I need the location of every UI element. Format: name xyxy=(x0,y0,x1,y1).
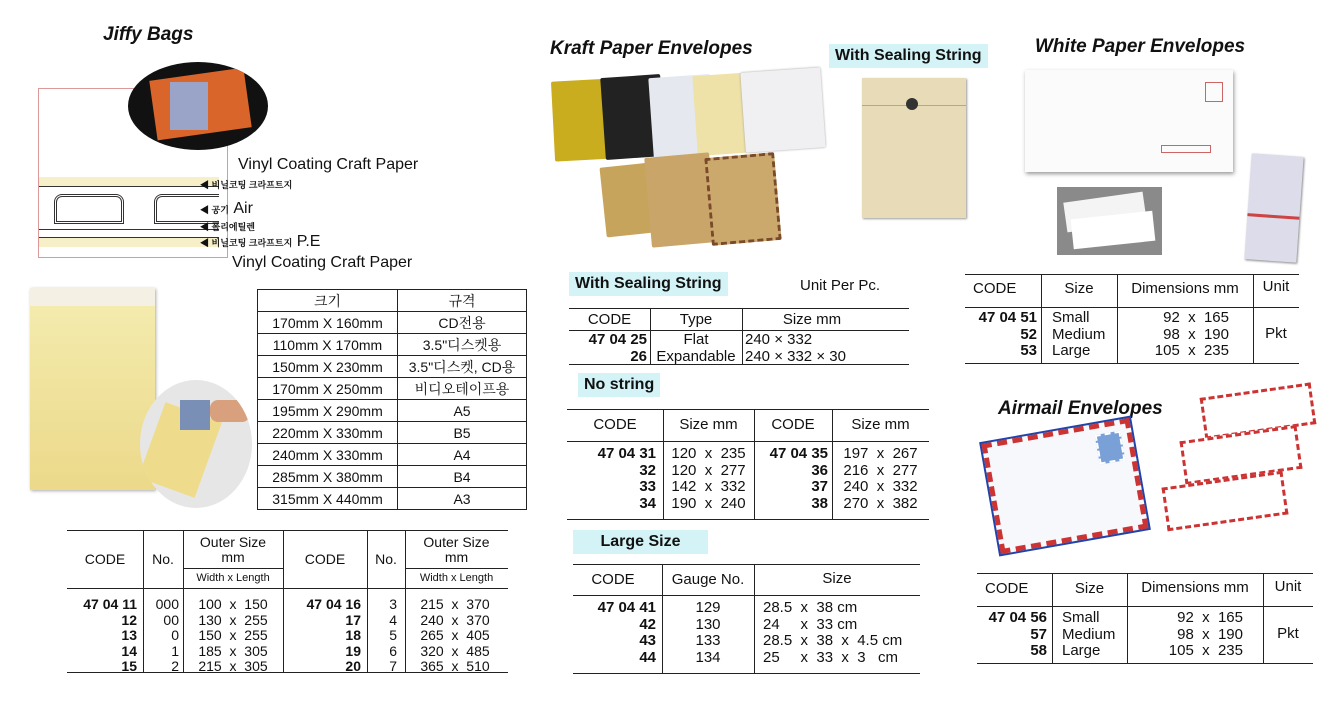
airmail-sizes xyxy=(1062,610,1127,660)
large-heading: Large Size xyxy=(573,530,708,554)
cell: 47 04 51 xyxy=(978,309,1037,326)
cell: 129 xyxy=(695,599,721,616)
cell: 1 xyxy=(171,642,179,659)
cell: Small xyxy=(1062,609,1100,626)
white-title: White Paper Envelopes xyxy=(1035,36,1246,57)
cell: 47 04 35 xyxy=(769,445,828,462)
white-table xyxy=(965,274,1299,364)
diagram-kr-layer1: ◀ 비닐코팅 크라프트지 xyxy=(200,180,293,190)
kr-table-row xyxy=(258,400,527,422)
cell: 42 xyxy=(639,615,656,633)
sealing-string-image-label: With Sealing String xyxy=(829,44,988,68)
cell: Flat xyxy=(683,331,709,348)
kr-size-cell: 150mm X 230mm xyxy=(258,356,398,378)
nostring-codes xyxy=(567,446,656,512)
cell: 215 x 370 xyxy=(420,596,490,612)
airmail-dims xyxy=(1127,610,1243,660)
kr-spec-cell: 비디오테이프용 xyxy=(398,378,527,400)
cell: 265 x 405 xyxy=(420,627,490,643)
cell: 34 xyxy=(639,494,656,512)
cell: 185 x 305 xyxy=(198,642,268,659)
sealing-header-size: Size mm xyxy=(782,311,842,328)
cell: Expandable xyxy=(656,348,736,365)
cell: 120 x 277 xyxy=(671,461,746,479)
cell: 2 xyxy=(171,658,179,674)
sealing-heading: With Sealing String xyxy=(569,272,728,296)
cell: 58 xyxy=(1030,642,1047,659)
kr-spec-cell: A5 xyxy=(398,400,527,422)
cell: Large xyxy=(1062,642,1101,659)
cell: 92 x 165 xyxy=(1177,609,1243,626)
kr-size-cell: 315mm X 440mm xyxy=(258,488,398,510)
nostring-header-size: Size mm xyxy=(679,416,738,433)
cell: 216 x 277 xyxy=(843,461,918,479)
kr-table-row xyxy=(258,488,527,510)
kr-table-row xyxy=(258,356,527,378)
nostring-table xyxy=(567,409,929,520)
white-unit: Pkt xyxy=(1265,325,1287,342)
airmail-header-size: Size xyxy=(1074,580,1105,597)
nos-col xyxy=(143,597,179,675)
sealing-codes xyxy=(569,331,647,365)
nostring-sizes-2 xyxy=(832,446,929,512)
cell: 7 xyxy=(389,658,397,674)
kr-size-cell: 220mm X 330mm xyxy=(258,422,398,444)
cell: Medium xyxy=(1062,625,1116,643)
kr-spec-cell: CD전용 xyxy=(398,312,527,334)
cell: 47 04 11 xyxy=(83,596,137,612)
jiffy-kr-size-table xyxy=(257,289,527,510)
cell: 26 xyxy=(630,348,647,365)
cell: 197 x 267 xyxy=(843,445,918,462)
kr-table-row xyxy=(258,334,527,356)
white-sizes xyxy=(1052,310,1117,360)
kraft-title: Kraft Paper Envelopes xyxy=(550,38,753,59)
jiffy-code-table xyxy=(67,530,508,673)
cell: 92 x 165 xyxy=(1163,309,1229,326)
nostring-header-size-2: Size mm xyxy=(851,416,910,433)
large-table xyxy=(573,564,920,674)
white-dims xyxy=(1117,310,1229,360)
cell: 0 xyxy=(171,627,179,643)
white-header-size: Size xyxy=(1064,280,1094,297)
cell: 18 xyxy=(345,627,361,643)
kr-table-row xyxy=(258,466,527,488)
cell: 130 xyxy=(695,615,721,633)
kraft-envelopes-photo xyxy=(553,70,828,248)
cell: 240 x 332 xyxy=(843,478,918,495)
white-codes xyxy=(965,310,1037,360)
diagram-kr-pe: ◀ 폴리에틸렌 xyxy=(200,222,255,232)
cell: 15 xyxy=(121,658,137,674)
cell: 57 xyxy=(1030,625,1047,643)
kr-size-cell: 195mm X 290mm xyxy=(258,400,398,422)
kr-table-row xyxy=(258,378,527,400)
cell: 105 x 235 xyxy=(1154,342,1229,359)
cell: 320 x 485 xyxy=(420,642,490,659)
sealing-header-type: Type xyxy=(679,311,713,328)
large-codes xyxy=(573,600,656,666)
kr-header-size: 크기 xyxy=(258,290,398,312)
kr-size-cell: 240mm X 330mm xyxy=(258,444,398,466)
diagram-air: ◀ 공기 Air xyxy=(200,200,253,217)
header-width-length: Width x Length xyxy=(196,572,270,584)
header-no: No. xyxy=(152,551,174,567)
cell: 44 xyxy=(639,648,656,666)
cell: 47 04 56 xyxy=(988,609,1047,626)
cell: Small xyxy=(1052,309,1090,326)
cell: 47 04 25 xyxy=(588,331,647,348)
kr-spec-cell: 3.5"디스켓용 xyxy=(398,334,527,356)
header-outer-size-2: Outer Size mm xyxy=(423,534,490,565)
sizes-col xyxy=(183,597,283,675)
cell: 240 × 332 xyxy=(745,331,813,348)
envelope-stack-photo xyxy=(1244,153,1303,262)
cell: 270 x 382 xyxy=(843,494,918,512)
sealing-sizes xyxy=(745,331,905,365)
cell: 32 xyxy=(639,461,656,479)
cell: 28.5 x 38 x 4.5 cm xyxy=(763,632,903,649)
cell: 98 x 190 xyxy=(1177,625,1243,643)
cell: 98 x 190 xyxy=(1163,325,1229,343)
kr-size-cell: 285mm X 380mm xyxy=(258,466,398,488)
cell: 240 x 370 xyxy=(420,611,490,628)
airmail-title: Airmail Envelopes xyxy=(998,398,1163,419)
white-header-code: CODE xyxy=(973,280,1017,297)
cell: 3 xyxy=(389,596,397,612)
airmail-header-code: CODE xyxy=(985,580,1029,597)
airmail-codes xyxy=(977,610,1047,660)
cell: 4 xyxy=(389,611,397,628)
cell: Medium xyxy=(1052,325,1106,343)
sealing-string-envelope-photo xyxy=(862,78,966,218)
cell: Large xyxy=(1052,342,1091,359)
airmail-header-dims: Dimensions mm xyxy=(1141,579,1249,596)
nostring-header-code: CODE xyxy=(593,416,637,433)
kr-spec-cell: A3 xyxy=(398,488,527,510)
cell: 00 xyxy=(163,611,179,628)
kr-table-row xyxy=(258,312,527,334)
kr-spec-cell: B5 xyxy=(398,422,527,444)
sizes-col-2 xyxy=(405,597,505,675)
cell: 37 xyxy=(811,478,828,495)
kr-spec-cell: B4 xyxy=(398,466,527,488)
large-header-gauge: Gauge No. xyxy=(671,571,745,588)
kr-spec-cell: 3.5"디스켓, CD용 xyxy=(398,356,527,378)
codes-col-2 xyxy=(283,597,361,675)
white-header-unit: Unit xyxy=(1262,278,1290,295)
cell: 14 xyxy=(121,642,137,659)
white-header-dims: Dimensions mm xyxy=(1131,280,1239,297)
bubble-wrap-photo xyxy=(128,62,268,150)
large-gauges xyxy=(662,600,754,666)
cell: 53 xyxy=(1020,342,1037,359)
white-envelopes-grey-photo xyxy=(1057,187,1162,255)
hand-with-bag-photo xyxy=(140,380,252,508)
kr-table-row xyxy=(258,444,527,466)
large-sizes xyxy=(763,600,920,666)
kr-size-cell: 170mm X 160mm xyxy=(258,312,398,334)
header-width-length-2: Width x Length xyxy=(419,572,494,584)
kr-header-spec: 규격 xyxy=(398,290,527,312)
cell: 43 xyxy=(639,632,656,649)
cell: 19 xyxy=(345,642,361,659)
diagram-label-bottom: Vinyl Coating Craft Paper xyxy=(232,254,413,271)
nostring-header-code-2: CODE xyxy=(771,416,815,433)
cell: 190 x 240 xyxy=(671,494,746,512)
unit-per-pc: Unit Per Pc. xyxy=(800,277,881,294)
cell: 52 xyxy=(1020,325,1037,343)
header-code-2: CODE xyxy=(304,551,346,567)
cell: 20 xyxy=(345,658,361,674)
large-header-code: CODE xyxy=(591,571,635,588)
header-code: CODE xyxy=(84,551,126,567)
cell: 120 x 235 xyxy=(671,445,746,462)
airmail-unit: Pkt xyxy=(1277,625,1299,642)
airmail-header-unit: Unit xyxy=(1274,578,1302,595)
cell: 215 x 305 xyxy=(198,658,268,674)
codes-col xyxy=(67,597,137,675)
cell: 5 xyxy=(389,627,397,643)
sealing-header-code: CODE xyxy=(587,311,632,328)
cell: 365 x 510 xyxy=(420,658,490,674)
sealing-types xyxy=(650,331,742,365)
cell: 36 xyxy=(811,461,828,479)
cell: 134 xyxy=(695,648,721,666)
white-envelope-photo xyxy=(1025,70,1233,172)
cell: 38 xyxy=(811,494,828,512)
cell: 12 xyxy=(121,611,137,628)
jiffy-bag-photo xyxy=(30,288,155,490)
airmail-table xyxy=(977,573,1313,664)
cell: 33 xyxy=(639,478,656,495)
nostring-codes-2 xyxy=(754,446,828,512)
cell: 150 x 255 xyxy=(198,627,268,643)
header-no-2: No. xyxy=(375,551,397,567)
cell: 142 x 332 xyxy=(671,478,746,495)
kr-spec-cell: A4 xyxy=(398,444,527,466)
cell: 000 xyxy=(155,596,179,612)
nostring-heading: No string xyxy=(578,373,660,397)
cell: 6 xyxy=(389,642,397,659)
cell: 17 xyxy=(345,611,361,628)
kr-size-cell: 110mm X 170mm xyxy=(258,334,398,356)
cell: 47 04 31 xyxy=(597,445,656,462)
cell: 47 04 16 xyxy=(306,596,361,612)
diagram-label-top: Vinyl Coating Craft Paper xyxy=(238,156,419,173)
nostring-sizes xyxy=(663,446,754,512)
sealing-table xyxy=(569,308,909,365)
cell: 240 × 332 × 30 xyxy=(745,348,846,365)
cell: 100 x 150 xyxy=(198,596,268,612)
kr-table-row xyxy=(258,422,527,444)
airmail-envelopes-stack-photo xyxy=(1160,385,1320,535)
cell: 13 xyxy=(121,627,137,643)
nos-col-2 xyxy=(367,597,397,675)
kr-size-cell: 170mm X 250mm xyxy=(258,378,398,400)
cell: 130 x 255 xyxy=(198,611,268,628)
header-outer-size: Outer Size mm xyxy=(199,534,267,565)
cell: 28.5 x 38 cm xyxy=(763,599,858,616)
jiffy-title: Jiffy Bags xyxy=(103,24,194,45)
cell: 47 04 41 xyxy=(597,599,656,616)
cell: 25 x 33 x 3 cm xyxy=(763,648,899,666)
cell: 24 x 33 cm xyxy=(763,615,858,633)
cell: 133 xyxy=(695,632,721,649)
large-header-size: Size xyxy=(822,570,852,587)
cell: 105 x 235 xyxy=(1168,642,1243,659)
airmail-envelope-photo xyxy=(981,418,1148,554)
diagram-layer2: ◀ 비닐코팅 크라프트지 P.E xyxy=(200,233,321,250)
